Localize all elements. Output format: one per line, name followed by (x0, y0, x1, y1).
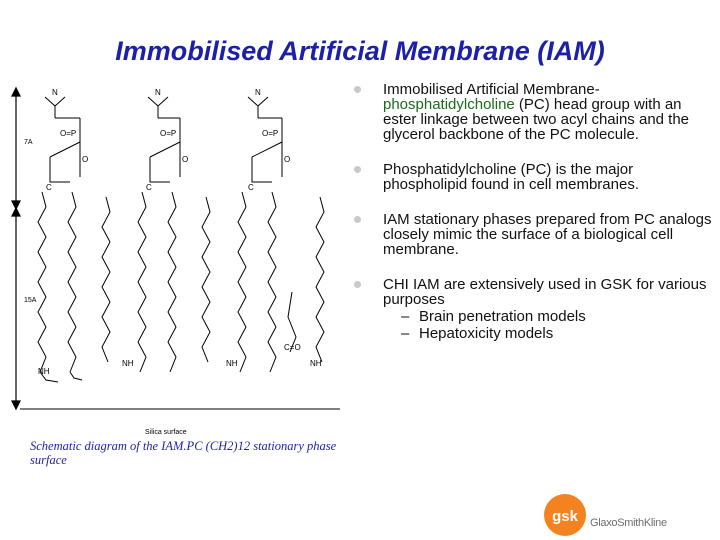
atom-label: NH (226, 359, 238, 368)
pc-molecule-1 (38, 97, 82, 382)
sub-bullet-text: Brain penetration models (419, 308, 586, 325)
span-label-top: 7A (24, 139, 33, 146)
sub-bullet: – Brain penetration models (401, 308, 586, 325)
silica-surface-label: Silica surface (145, 429, 187, 436)
sub-bullet: – Hepatoxicity models (401, 325, 554, 342)
atom-label: NH (38, 367, 50, 376)
bullet-text: CHI IAM are extensively used in GSK for various purposes (383, 276, 707, 308)
span-label-bottom: 15A (24, 297, 37, 304)
atom-label: O=P (262, 129, 279, 138)
atom-label: NH (310, 359, 322, 368)
atom-label: C (248, 183, 254, 192)
pc-molecule-2 (138, 97, 180, 372)
iam-pc-structure-diagram (10, 82, 350, 437)
sub-bullet-text: Hepatoxicity models (419, 325, 554, 342)
atom-label: O (82, 155, 89, 164)
bullet-item (348, 162, 713, 192)
bullet-item (348, 212, 713, 257)
alkyl-chains (102, 197, 324, 362)
atom-label: C=O (284, 343, 301, 352)
atom-label: N (155, 88, 161, 97)
bullet-item (348, 277, 713, 341)
logo-mark: gsk (552, 508, 578, 525)
diagram-caption: Schematic diagram of the IAM.PC (CH2)12 stationary phase surface (30, 439, 337, 467)
atom-label: NH (122, 359, 134, 368)
bullet-dot-icon (354, 216, 361, 223)
atom-label: C (146, 183, 152, 192)
atom-label: N (52, 88, 58, 97)
atom-label: C (46, 183, 52, 192)
bullet-item (348, 82, 713, 142)
bullet-text: IAM stationary phases prepared from PC analogs closely mimic the surface of a biological cell membrane. (383, 211, 712, 258)
bullet-highlight: phosphatidylcholine (383, 96, 515, 113)
atom-label: O (182, 155, 189, 164)
bullet-dot-icon (354, 166, 361, 173)
atom-label: O (284, 155, 291, 164)
atom-label: O=P (160, 129, 177, 138)
pc-molecule-3 (238, 97, 296, 372)
slide-title: Immobilised Artificial Membrane (IAM) (115, 36, 605, 66)
bullet-text: (PC) head group with an ester linkage between two acyl chains and the glycerol backbone of the PC molecule. (383, 96, 690, 143)
bullet-text: Phosphatidylcholine (PC) is the major phospholipid found in cell membranes. (383, 161, 639, 193)
logo-company-name: GlaxoSmithKline (590, 517, 667, 529)
bullet-dot-icon (354, 281, 361, 288)
bullet-dot-icon (354, 86, 361, 93)
bullet-list (348, 82, 713, 361)
atom-label: N (255, 88, 261, 97)
bullet-text: Immobilised Artificial Membrane- (383, 81, 600, 98)
atom-label: O=P (60, 129, 77, 138)
gsk-logo-icon (540, 490, 600, 540)
